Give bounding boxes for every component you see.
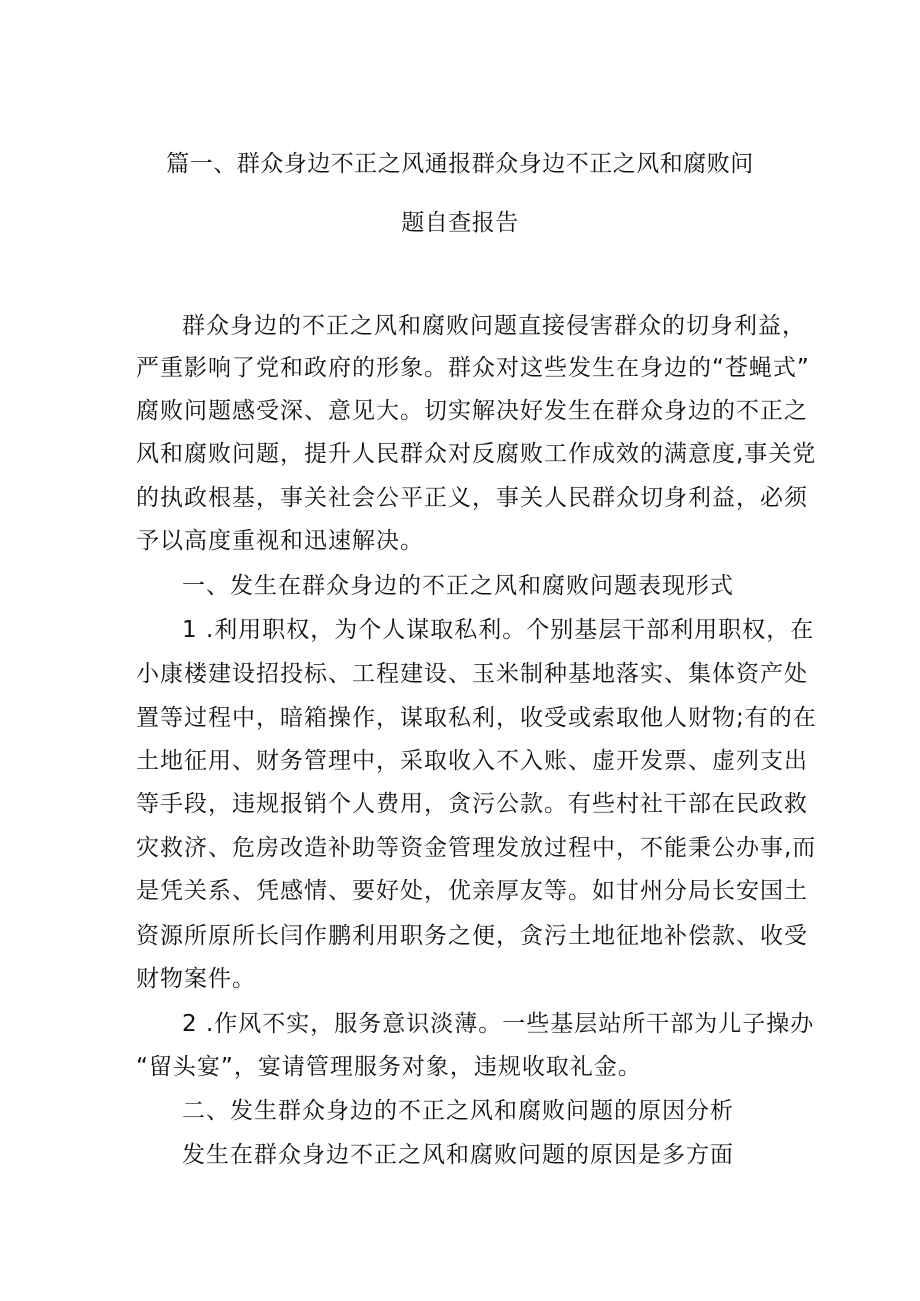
paragraph-line: 财物案件。 [136,966,256,992]
paragraph-line: 小康楼建设招投标、工程建设、玉米制种基地落实、集体资产处 [136,661,808,687]
document-title-line-2: 题自查报告 [401,210,519,236]
section-heading: 二、发生群众身边的不正之风和腐败问题的原因分析 [182,1098,734,1124]
paragraph-line: 群众身边的不正之风和腐败问题直接侵害群众的切身利益， [182,313,806,339]
paragraph-line: 资源所原所长闫作鹏利用职务之便，贪污土地征地补偿款、收受 [136,923,808,949]
paragraph-line: 土地征用、财务管理中，采取收入不入账、虚开发票、虚列支出 [136,748,808,774]
paragraph-line: 予以高度重视和迅速解决。 [136,528,424,554]
paragraph-line: 的执政根基，事关社会公平正义，事关人民群众切身利益，必须 [136,485,808,511]
paragraph-line: 1 .利用职权，为个人谋取私利。个别基层干部利用职权，在 [182,617,815,643]
document-title-line-1: 篇一、群众身边不正之风通报群众身边不正之风和腐败问 [166,151,754,177]
paragraph-line: 风和腐败问题，提升人民群众对反腐败工作成效的满意度,事关党 [136,441,817,467]
paragraph-line: 2 .作风不实，服务意识淡薄。一些基层站所干部为儿子操办 [182,1011,815,1037]
paragraph-line: 等手段，违规报销个人费用，贪污公款。有些村社干部在民政救 [136,791,808,817]
paragraph-line: 发生在群众身边不正之风和腐败问题的原因是多方面 [182,1142,734,1168]
paragraph-line: 是凭关系、凭感情、要好处，优亲厚友等。如甘州分局长安国土 [136,878,808,904]
paragraph-line: 腐败问题感受深、意见大。切实解决好发生在群众身边的不正之 [136,398,808,424]
paragraph-line: 置等过程中，暗箱操作，谋取私利，收受或索取他人财物;有的在 [136,705,817,731]
paragraph-line: 灾救济、危房改造补助等资金管理发放过程中，不能秉公办事,而 [136,835,817,861]
paragraph-line: 严重影响了党和政府的形象。群众对这些发生在身边的“苍蝇式” [136,355,810,381]
section-heading: 一、发生在群众身边的不正之风和腐败问题表现形式 [182,573,734,599]
paragraph-line: “留头宴”，宴请管理服务对象，违规收取礼金。 [136,1054,642,1080]
